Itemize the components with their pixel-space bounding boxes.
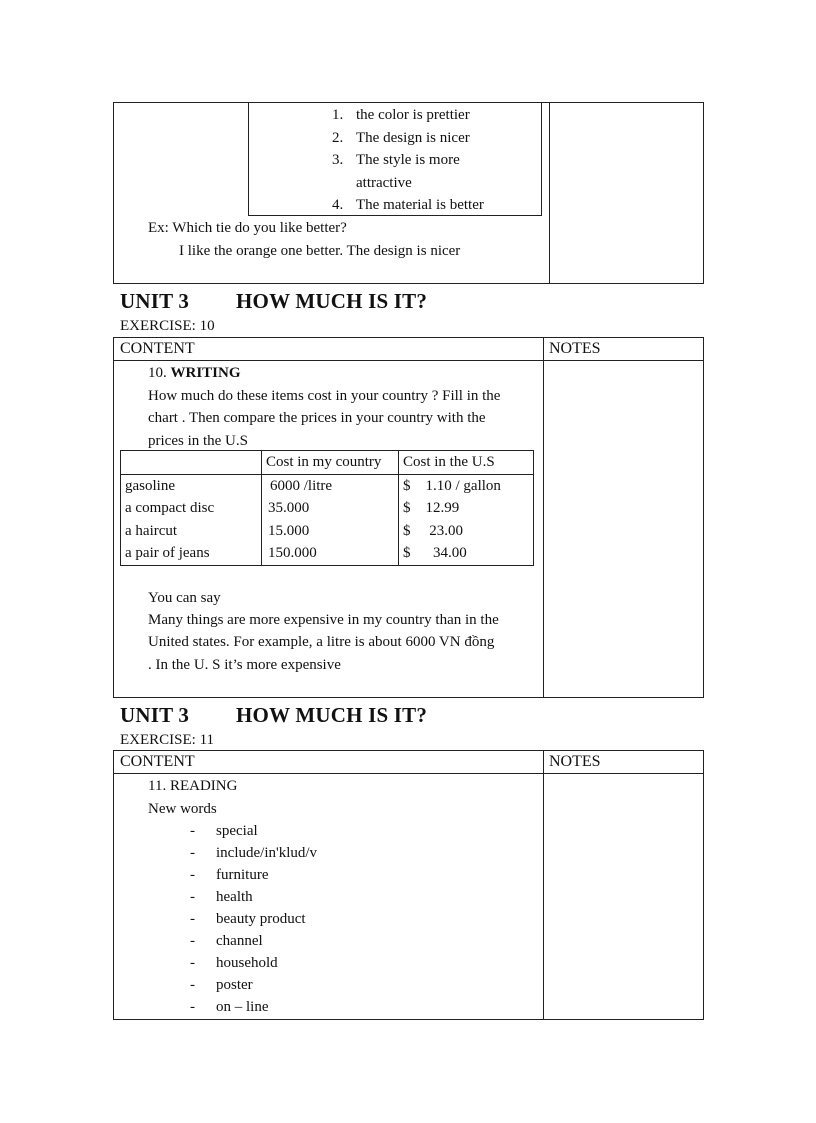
item-name: a pair of jeans xyxy=(125,545,210,561)
paragraph-line: Many things are more expensive in my country than in the xyxy=(148,612,499,628)
writing-heading: 10. WRITING xyxy=(148,365,241,381)
notes-column-header: NOTES xyxy=(549,340,601,357)
cost-us: $ 23.00 xyxy=(403,522,463,539)
word-list xyxy=(190,820,317,1018)
cost-my-country: 150.000 xyxy=(268,545,317,561)
word-item: - beauty product xyxy=(190,911,306,927)
example-answer: I like the orange one better. The design is nicer xyxy=(179,243,461,259)
word-item: - on – line xyxy=(190,999,269,1015)
content-column-header: CONTENT xyxy=(120,753,195,770)
item-name: a haircut xyxy=(125,522,178,539)
content-column-header: CONTENT xyxy=(120,340,195,357)
reason-item: 4. The material is better xyxy=(332,197,484,213)
exercise11-header-rule xyxy=(113,773,704,774)
unit-title: HOW MUCH IS IT? xyxy=(236,289,428,313)
reason-item: 3. The style is more xyxy=(332,152,460,168)
exercise-label: EXERCISE: 11 xyxy=(120,732,215,748)
word-item: - furniture xyxy=(190,867,269,883)
reason-item: 2. The design is nicer xyxy=(332,129,470,146)
cost-us: $ 12.99 xyxy=(403,500,460,516)
cost-us: $ 34.00 xyxy=(403,545,467,561)
unit-label: UNIT 3 xyxy=(120,289,190,313)
reason-item: attractive xyxy=(356,174,412,191)
word-item: - household xyxy=(190,955,278,971)
notes-column-header: NOTES xyxy=(549,753,601,770)
word-item: - health xyxy=(190,889,253,905)
paragraph-line: . In the U. S it’s more expensive xyxy=(148,657,341,673)
exercise10-header-rule xyxy=(113,360,704,361)
exercise-label: EXERCISE: 10 xyxy=(120,318,215,334)
unit-label: UNIT 3 xyxy=(120,703,190,727)
reasons-list xyxy=(332,104,484,217)
item-name: gasoline xyxy=(125,477,175,494)
cost-header-cell: Cost in the U.S xyxy=(399,451,534,475)
cost-table-header xyxy=(121,451,534,475)
exercise11-divider xyxy=(543,750,544,1020)
example-question: Ex: Which tie do you like better? xyxy=(148,220,347,236)
instruction-line: prices in the U.S xyxy=(148,433,248,449)
exercise10-divider xyxy=(543,337,544,698)
you-can-say: You can say xyxy=(148,590,221,606)
word-item: - special xyxy=(190,823,258,839)
cost-header-cell: Cost in my country xyxy=(262,451,399,475)
instruction-line: How much do these items cost in your country ? Fill in the xyxy=(148,388,501,404)
cost-table-body xyxy=(121,474,534,565)
instruction-line: chart . Then compare the prices in your country with the xyxy=(148,410,486,426)
cost-my-country: 15.000 xyxy=(268,522,310,539)
section1-divider xyxy=(549,102,550,284)
reading-heading: 11. READING xyxy=(148,778,238,794)
new-words-label: New words xyxy=(148,801,217,817)
word-item: - channel xyxy=(190,933,263,949)
cost-my-country: 35.000 xyxy=(268,500,310,516)
reason-item: 1. the color is prettier xyxy=(332,107,470,123)
unit-title: HOW MUCH IS IT? xyxy=(236,703,428,727)
paragraph-line: United states. For example, a litre is about 6000 VN đồng xyxy=(148,634,495,650)
cost-us: $ 1.10 / gallon xyxy=(403,477,501,494)
word-item: - include/in'klud/v xyxy=(190,845,318,861)
word-item: - poster xyxy=(190,977,253,993)
cost-table xyxy=(120,450,534,566)
cost-header-cell xyxy=(121,451,262,475)
item-name: a compact disc xyxy=(125,500,215,516)
cost-my-country: 6000 /litre xyxy=(270,477,333,494)
